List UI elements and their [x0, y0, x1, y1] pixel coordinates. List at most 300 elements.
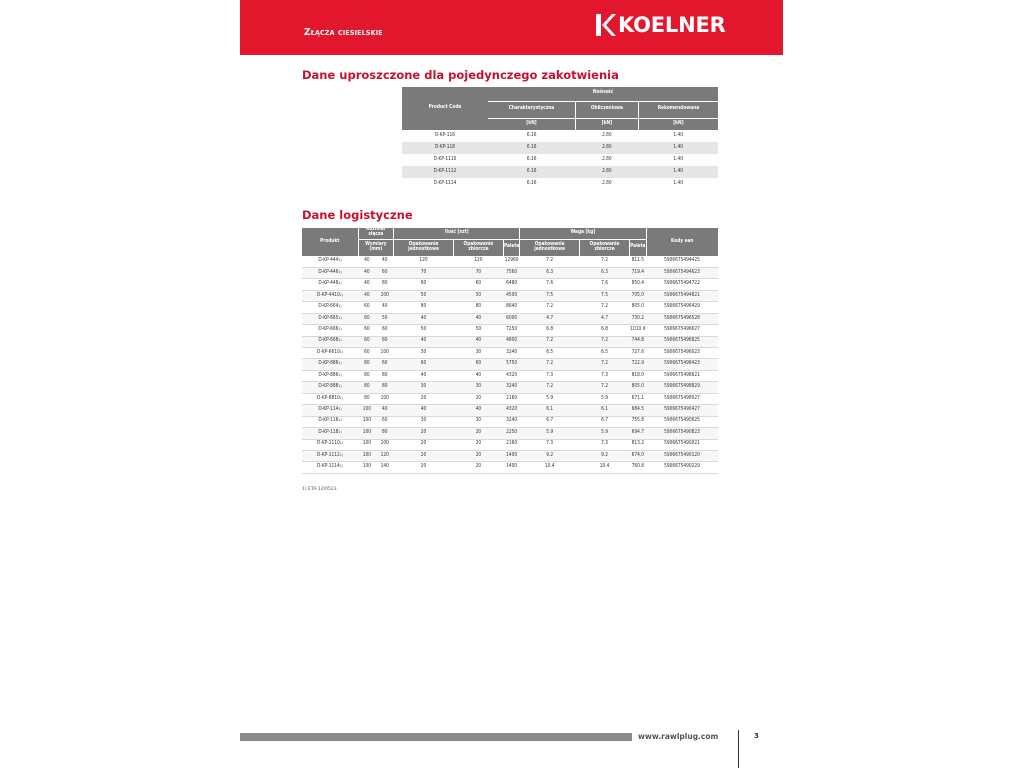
cell-qty-unit: 30 — [394, 416, 454, 427]
cell-product — [302, 416, 358, 427]
cell-qty-pallet: 8640 — [503, 302, 519, 313]
cell-qty-bulk: 70 — [453, 267, 503, 278]
cell-ean: 5906675490120 — [646, 450, 718, 461]
cell-ean: 5906675490625 — [646, 416, 718, 427]
col-header-ean: Kody ean — [646, 228, 718, 256]
cell-weight-pallet: 744.8 — [630, 336, 646, 347]
footer-url[interactable]: www.rawlplug.com — [638, 732, 719, 741]
cell-qty-bulk: 20 — [453, 450, 503, 461]
footnote-marker: 1) — [338, 372, 342, 377]
logo-wordmark: KOELNER — [618, 13, 726, 37]
anchoring-data-table — [402, 87, 718, 190]
footnote-marker: 1) — [338, 326, 342, 331]
cell-weight-unit: 7.5 — [520, 290, 580, 301]
footnote-marker: 1) — [338, 281, 342, 286]
cell-qty-bulk: 40 — [453, 336, 503, 347]
cell-qty-pallet: 5750 — [503, 359, 519, 370]
cell-weight-unit: 9.2 — [520, 450, 580, 461]
cell-qty-pallet: 6000 — [503, 313, 519, 324]
product-code: D-KP-4410 — [317, 292, 340, 298]
cell-weight-unit: 6.3 — [520, 267, 580, 278]
product-code: D-KP-664 — [318, 304, 339, 310]
cell-dim-a: 80 — [358, 382, 376, 393]
cell-weight-pallet: 671.1 — [630, 393, 646, 404]
footnote-marker: 1) — [338, 407, 342, 411]
cell-dim-a: 100 — [358, 450, 376, 461]
cell-weight-unit: 6.7 — [520, 416, 580, 427]
product-code: D-KP-1114 — [317, 464, 340, 470]
table-row — [302, 393, 718, 404]
brand-logo — [596, 13, 726, 37]
cell-weight-pallet: 694.7 — [630, 428, 646, 439]
unit-recommended: [kN] — [638, 118, 718, 130]
cell-design: 2.80 — [575, 142, 638, 154]
cell-weight-pallet: 727.6 — [630, 348, 646, 359]
cell-product — [302, 462, 358, 473]
cell-qty-unit: 70 — [394, 267, 454, 278]
col-header-weight: Waga [kg] — [520, 228, 646, 239]
table-row — [302, 267, 718, 278]
table-row — [302, 428, 718, 439]
product-code: D-KP-888 — [318, 384, 339, 390]
cell-ean: 5906675496023 — [646, 348, 718, 359]
cell-weight-pallet: 818.0 — [630, 370, 646, 381]
col-header-product-code: Product Code — [402, 87, 488, 130]
cell-weight-pallet: 805.0 — [630, 302, 646, 313]
col-header-characteristic: Charakterystyczna — [488, 101, 575, 118]
cell-product — [302, 336, 358, 347]
cell-ean: 5906675494425 — [646, 256, 718, 267]
cell-dim-b: 60 — [376, 359, 394, 370]
cell-product-code: D-KP-1114 — [433, 180, 457, 186]
cell-product — [302, 439, 358, 450]
cell-qty-unit: 20 — [394, 428, 454, 439]
cell-product — [302, 279, 358, 290]
cell-weight-unit: 7.2 — [520, 336, 580, 347]
cell-dim-b: 80 — [376, 370, 394, 381]
cell-qty-pallet: 4320 — [503, 405, 519, 416]
cell-qty-pallet: 2160 — [503, 393, 519, 404]
cell-qty-pallet: 7250 — [503, 325, 519, 336]
cell-ean: 5906675496429 — [646, 302, 718, 313]
page-number: 3 — [754, 732, 759, 740]
cell-qty-pallet: 4320 — [503, 370, 519, 381]
cell-weight-pallet: 755.8 — [630, 416, 646, 427]
cell-design: 2.80 — [602, 132, 612, 138]
product-code: D-KP-665 — [318, 315, 339, 321]
col-header-qty-pallet: Paleta — [503, 239, 519, 256]
cell-ean: 5906675496528 — [646, 313, 718, 324]
footnote-marker: 1) — [338, 429, 342, 434]
footer-divider — [738, 730, 739, 768]
cell-weight-pallet: 760.8 — [630, 462, 646, 473]
footnote-marker: 1) — [338, 304, 342, 309]
cell-product — [302, 256, 358, 267]
cell-recommended: 1.40 — [673, 156, 683, 162]
cell-dim-a: 40 — [358, 279, 376, 290]
col-header-qty-unit-pack: Opakowanie jednostkowe — [394, 239, 454, 256]
footnote-marker: 1) — [338, 338, 342, 343]
cell-dim-b: 40 — [376, 256, 394, 267]
cell-weight-bulk: 5.9 — [580, 428, 630, 439]
table-row — [402, 154, 718, 166]
table-row — [302, 325, 718, 336]
product-code: D-KP-6610 — [317, 349, 340, 355]
cell-weight-pallet: 850.4 — [630, 279, 646, 290]
cell-dim-a: 40 — [358, 290, 376, 301]
cell-product — [302, 405, 358, 416]
cell-product — [302, 450, 358, 461]
cell-qty-pallet: 4800 — [503, 336, 519, 347]
cell-dim-a: 80 — [358, 370, 376, 381]
cell-qty-unit: 40 — [394, 370, 454, 381]
product-code: D-KP-1110 — [317, 441, 340, 447]
table-row — [302, 256, 718, 267]
unit-characteristic: [kN] — [488, 118, 575, 130]
table-row — [402, 142, 718, 154]
cell-design: 2.80 — [602, 180, 612, 186]
cell-qty-bulk: 50 — [453, 290, 503, 301]
cell-qty-unit: 20 — [394, 439, 454, 450]
cell-product — [302, 313, 358, 324]
table-row — [302, 439, 718, 450]
cell-dim-a: 60 — [358, 336, 376, 347]
cell-qty-unit: 30 — [394, 348, 454, 359]
cell-weight-pallet: 684.5 — [630, 405, 646, 416]
cell-weight-unit: 10.4 — [520, 462, 580, 473]
cell-qty-pallet: 2250 — [503, 428, 519, 439]
cell-weight-unit: 7.3 — [520, 439, 580, 450]
cell-product — [302, 348, 358, 359]
cell-qty-unit: 120 — [394, 256, 454, 267]
cell-weight-unit: 4.7 — [520, 313, 580, 324]
cell-qty-unit: 50 — [394, 290, 454, 301]
cell-product — [302, 267, 358, 278]
product-code: D-KP-116 — [318, 418, 339, 424]
cell-ean: 5906675498027 — [646, 393, 718, 404]
cell-dim-b: 100 — [376, 348, 394, 359]
cell-weight-bulk: 5.9 — [580, 393, 630, 404]
col-header-quantity: Ilość [szt] — [394, 228, 520, 239]
cell-weight-bulk: 7.2 — [580, 382, 630, 393]
cell-dim-b: 100 — [376, 290, 394, 301]
cell-qty-pallet: 3240 — [503, 382, 519, 393]
cell-product — [302, 393, 358, 404]
cell-dim-b: 140 — [376, 462, 394, 473]
cell-weight-pallet: 805.0 — [630, 382, 646, 393]
cell-characteristic: 6.16 — [526, 132, 537, 138]
cell-dim-a: 100 — [358, 439, 376, 450]
cell-weight-bulk: 7.6 — [580, 279, 630, 290]
cell-ean: 5906675498423 — [646, 359, 718, 370]
cell-product — [302, 359, 358, 370]
cell-weight-pallet: 674.0 — [630, 450, 646, 461]
footnote-marker: 1) — [338, 361, 342, 366]
cell-product — [302, 382, 358, 393]
cell-qty-bulk: 20 — [453, 462, 503, 473]
cell-product — [302, 325, 358, 336]
cell-qty-pallet: 6480 — [503, 279, 519, 290]
header-banner — [240, 0, 783, 55]
table-row — [402, 130, 718, 142]
cell-qty-bulk: 30 — [453, 382, 503, 393]
table-row — [302, 462, 718, 473]
footnote-marker: 1) — [338, 418, 342, 423]
cell-weight-bulk: 6.3 — [580, 267, 630, 278]
cell-weight-unit: 7.2 — [520, 256, 580, 267]
table-row — [302, 348, 718, 359]
cell-dim-a: 100 — [358, 405, 376, 416]
footnote-marker: 1) — [339, 349, 343, 354]
cell-qty-unit: 40 — [394, 336, 454, 347]
cell-recommended: 1.40 — [673, 180, 683, 186]
cell-weight-pallet: 719.4 — [630, 267, 646, 278]
cell-qty-pallet: 3240 — [503, 416, 519, 427]
product-code: D-KP-668 — [318, 338, 339, 344]
cell-characteristic: 6.16 — [488, 166, 575, 178]
unit-design: [kN] — [575, 118, 638, 130]
logistics-data-table — [302, 228, 718, 474]
cell-qty-bulk: 30 — [453, 348, 503, 359]
cell-weight-unit: 5.9 — [520, 428, 580, 439]
cell-product-code: D-KP-118 — [402, 142, 488, 154]
cell-qty-unit: 30 — [394, 382, 454, 393]
table-row — [302, 450, 718, 461]
footnote: 1) ETA-12/0523 — [302, 487, 337, 492]
cell-qty-bulk: 120 — [453, 256, 503, 267]
cell-ean: 5906675498621 — [646, 370, 718, 381]
cell-qty-bulk: 60 — [453, 279, 503, 290]
table-row — [302, 405, 718, 416]
cell-qty-pallet: 1400 — [503, 462, 519, 473]
cell-characteristic: 6.16 — [526, 156, 537, 162]
cell-weight-unit: 7.3 — [520, 370, 580, 381]
table-row — [302, 302, 718, 313]
table-row — [402, 178, 718, 190]
cell-weight-bulk: 7.2 — [580, 359, 630, 370]
cell-dim-b: 40 — [376, 405, 394, 416]
document-title: Złącza ciesielskie — [304, 27, 383, 38]
footnote-marker: 1) — [338, 315, 342, 320]
cell-dim-a: 60 — [358, 325, 376, 336]
cell-ean: 5906675494623 — [646, 267, 718, 278]
cell-weight-pallet: 813.2 — [630, 439, 646, 450]
cell-design: 2.80 — [602, 156, 612, 162]
cell-weight-unit: 7.2 — [520, 302, 580, 313]
cell-dim-a: 100 — [358, 428, 376, 439]
col-header-qty-bulk-pack: Opakowanie zbiorcze — [453, 239, 503, 256]
footnote-marker: 1) — [338, 384, 342, 389]
cell-weight-bulk: 6.1 — [580, 405, 630, 416]
cell-dim-a: 80 — [358, 393, 376, 404]
cell-qty-unit: 50 — [394, 325, 454, 336]
cell-weight-bulk: 9.2 — [580, 450, 630, 461]
cell-ean: 5906675490427 — [646, 405, 718, 416]
cell-product-code: D-KP-1112 — [402, 166, 488, 178]
cell-qty-unit: 80 — [394, 302, 454, 313]
cell-dim-b: 80 — [376, 279, 394, 290]
cell-qty-pallet: 12960 — [503, 256, 519, 267]
cell-qty-unit: 40 — [394, 405, 454, 416]
footnote-marker: 1) — [338, 258, 342, 263]
cell-dim-b: 100 — [376, 439, 394, 450]
col-header-load-capacity: Nośność — [488, 87, 718, 101]
col-header-dimensions: Wymiary (mm) — [358, 239, 394, 256]
product-code: D-KP-448 — [318, 281, 339, 287]
cell-weight-bulk: 7.5 — [580, 290, 630, 301]
cell-characteristic: 6.16 — [488, 142, 575, 154]
cell-dim-b: 40 — [376, 302, 394, 313]
table-row — [302, 359, 718, 370]
table-row — [302, 382, 718, 393]
table-row — [302, 416, 718, 427]
cell-qty-unit: 20 — [394, 462, 454, 473]
table-row — [402, 166, 718, 178]
footnote-marker: 1) — [339, 441, 343, 446]
cell-product-code: D-KP-116 — [434, 132, 455, 138]
cell-weight-unit: 7.6 — [520, 279, 580, 290]
cell-product-code: D-KP-1110 — [433, 156, 457, 162]
section-title-anchoring: Dane uproszczone dla pojedynczego zakotwienia — [302, 68, 619, 82]
cell-weight-bulk: 7.3 — [580, 439, 630, 450]
cell-qty-bulk: 40 — [453, 313, 503, 324]
cell-qty-pallet: 7560 — [503, 267, 519, 278]
cell-dim-b: 100 — [376, 393, 394, 404]
cell-product — [302, 428, 358, 439]
cell-dim-a: 100 — [358, 462, 376, 473]
cell-qty-bulk: 80 — [453, 302, 503, 313]
cell-dim-a: 60 — [358, 348, 376, 359]
cell-ean: 5906675496627 — [646, 325, 718, 336]
cell-qty-bulk: 40 — [453, 405, 503, 416]
col-header-recommended: Rekomendowana — [638, 101, 718, 118]
col-header-product: Produkt — [302, 228, 358, 256]
cell-weight-unit: 6.8 — [520, 325, 580, 336]
cell-weight-bulk: 4.7 — [580, 313, 630, 324]
product-code: D-KP-114 — [318, 407, 339, 412]
footnote-marker: 1) — [338, 269, 342, 274]
cell-weight-bulk: 7.2 — [580, 256, 630, 267]
cell-recommended: 1.40 — [638, 166, 718, 178]
cell-weight-pallet: 1010.9 — [630, 325, 646, 336]
cell-qty-bulk: 20 — [453, 428, 503, 439]
cell-ean: 5906675494722 — [646, 279, 718, 290]
cell-qty-pallet: 2160 — [503, 439, 519, 450]
cell-qty-unit: 20 — [394, 450, 454, 461]
cell-dim-b: 80 — [376, 382, 394, 393]
cell-weight-bulk: 7.2 — [580, 336, 630, 347]
cell-qty-bulk: 60 — [453, 359, 503, 370]
cell-qty-unit: 60 — [394, 279, 454, 290]
cell-product — [302, 302, 358, 313]
cell-weight-pallet: 730.2 — [630, 313, 646, 324]
cell-qty-bulk: 30 — [453, 416, 503, 427]
table-row — [302, 279, 718, 290]
cell-recommended: 1.40 — [673, 132, 683, 138]
cell-product — [302, 370, 358, 381]
cell-weight-bulk: 6.7 — [580, 416, 630, 427]
koelner-k-mark-icon — [596, 14, 616, 36]
footnote-marker: 1) — [339, 452, 343, 457]
footer-bar — [240, 733, 632, 741]
footnote-marker: 1) — [339, 464, 343, 469]
product-code: D-KP-666 — [318, 326, 339, 332]
product-code: D-KP-1112 — [317, 452, 340, 458]
footnote-marker: 1) — [339, 395, 343, 400]
cell-qty-unit: 60 — [394, 359, 454, 370]
cell-weight-pallet: 705.0 — [630, 290, 646, 301]
table-row — [302, 370, 718, 381]
cell-qty-pallet: 1400 — [503, 450, 519, 461]
col-header-design: Obliczeniowa — [575, 101, 638, 118]
table-row — [302, 313, 718, 324]
cell-dim-a: 80 — [358, 359, 376, 370]
cell-dim-b: 60 — [376, 267, 394, 278]
cell-qty-bulk: 20 — [453, 439, 503, 450]
footnote-marker: 1) — [339, 292, 343, 297]
cell-qty-bulk: 50 — [453, 325, 503, 336]
cell-weight-bulk: 6.5 — [580, 348, 630, 359]
cell-weight-bulk: 6.8 — [580, 325, 630, 336]
cell-recommended: 1.40 — [638, 142, 718, 154]
cell-weight-bulk: 7.3 — [580, 370, 630, 381]
cell-dim-a: 40 — [358, 256, 376, 267]
cell-dim-b: 80 — [376, 336, 394, 347]
cell-ean: 5906675496825 — [646, 336, 718, 347]
cell-ean: 5906675490021 — [646, 439, 718, 450]
product-code: D-KP-886 — [318, 372, 339, 378]
table-row — [302, 290, 718, 301]
col-header-weight-unit-pack: Opakowanie jednostkowe — [520, 239, 580, 256]
col-header-connector-size: Rozmiar złącza — [358, 228, 394, 239]
table-row — [302, 336, 718, 347]
cell-weight-pallet: 722.9 — [630, 359, 646, 370]
cell-dim-a: 60 — [358, 313, 376, 324]
cell-weight-pallet: 811.5 — [630, 256, 646, 267]
cell-weight-unit: 6.1 — [520, 405, 580, 416]
cell-dim-b: 50 — [376, 313, 394, 324]
cell-ean: 5906675490823 — [646, 428, 718, 439]
product-code: D-KP-444 — [318, 258, 339, 264]
cell-weight-unit: 7.2 — [520, 359, 580, 370]
cell-weight-bulk: 10.4 — [580, 462, 630, 473]
cell-weight-unit: 7.2 — [520, 382, 580, 393]
product-code: D-KP-886 — [318, 361, 339, 367]
cell-weight-unit: 6.5 — [520, 348, 580, 359]
product-code: D-KP-8810 — [317, 395, 340, 401]
cell-dim-b: 80 — [376, 428, 394, 439]
cell-dim-b: 60 — [376, 325, 394, 336]
cell-dim-a: 40 — [358, 267, 376, 278]
cell-qty-unit: 20 — [394, 393, 454, 404]
cell-ean: 5906675498829 — [646, 382, 718, 393]
cell-weight-unit: 5.9 — [520, 393, 580, 404]
col-header-weight-bulk-pack: Opakowanie zbiorcze — [580, 239, 630, 256]
cell-dim-b: 60 — [376, 416, 394, 427]
product-code: D-KP-446 — [318, 269, 339, 275]
cell-qty-unit: 40 — [394, 313, 454, 324]
cell-ean: 5906675490229 — [646, 462, 718, 473]
cell-qty-pallet: 4500 — [503, 290, 519, 301]
cell-dim-a: 100 — [358, 416, 376, 427]
cell-qty-bulk: 40 — [453, 370, 503, 381]
col-header-weight-pallet: Paleta — [630, 239, 646, 256]
cell-ean: 5906675494821 — [646, 290, 718, 301]
cell-design: 2.80 — [575, 166, 638, 178]
cell-dim-a: 60 — [358, 302, 376, 313]
section-title-logistics: Dane logistyczne — [302, 208, 413, 222]
cell-product — [302, 290, 358, 301]
